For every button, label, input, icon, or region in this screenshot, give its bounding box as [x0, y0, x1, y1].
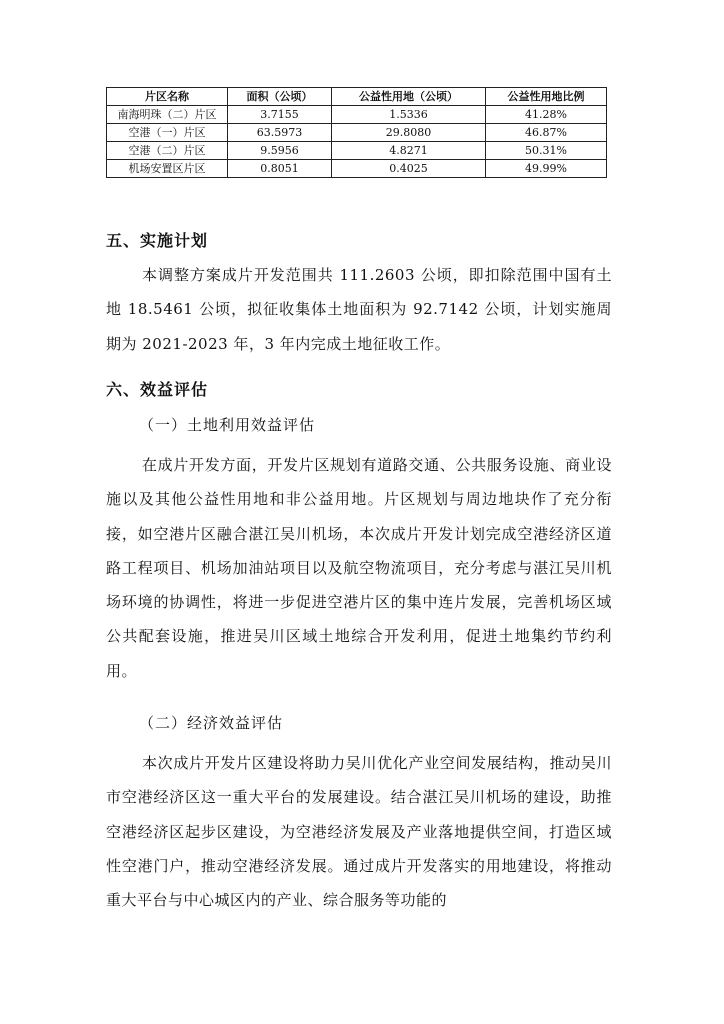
table-header-row [107, 88, 607, 106]
cell-zone-name: 空港（二）片区 [107, 142, 228, 160]
cell-zone-name: 空港（一）片区 [107, 124, 228, 142]
cell-public-land: 4.8271 [332, 142, 486, 160]
cell-zone-name: 南海明珠（二）片区 [107, 106, 228, 124]
cell-area: 63.5973 [228, 124, 332, 142]
header-public-land: 公益性用地（公顷） [332, 88, 486, 106]
paragraph-land-use-benefit: 在成片开发方面，开发片区规划有道路交通、公共服务设施、商业设施以及其他公益性用地和非公益用地。片区规划与周边地块作了充分衔接，如空港片区融合湛江吴川机场，本次成片开发计划完成空港经济区道路工程项目、机场加油站项目以及航空物流项目，充分考虑与湛江吴川机场环境的协调性，将进一步促进空港片区的集中连片发展，完善机场区域公共配套设施，推进吴川区域土地综合开发利用，促进土地集约节约利用。 [106, 456, 612, 680]
cell-area: 3.7155 [228, 106, 332, 124]
paragraph-economic-benefit: 本次成片开发片区建设将助力吴川优化产业空间发展结构，推动吴川市空港经济区这一重大平台的发展建设。结合湛江吴川机场的建设，助推空港经济区起步区建设，为空港经济发展及产业落地提供空间，打造区域性空港门户，推动空港经济发展。通过成片开发落实的用地建设，将推动重大平台与中心城区内的产业、综合服务等功能的 [106, 754, 612, 910]
cell-public-ratio: 50.31% [486, 142, 607, 160]
table-row [107, 106, 607, 124]
cell-zone-name: 机场安置区片区 [107, 160, 228, 178]
header-public-ratio: 公益性用地比例 [486, 88, 607, 106]
paragraph-implementation-plan: 本调整方案成片开发范围共 111.2603 公顷，即扣除范围中国有土地 18.5461 公顷，拟征收集体土地面积为 92.7142 公顷，计划实施周期为 2021-2023 年，3 年内完成土地征收工作。 [106, 266, 612, 353]
land-area-table [106, 87, 607, 178]
cell-public-land: 1.5336 [332, 106, 486, 124]
table-row [107, 142, 607, 160]
cell-public-land: 29.8080 [332, 124, 486, 142]
cell-public-ratio: 41.28% [486, 106, 607, 124]
subheading-land-use-benefit: （一）土地利用效益评估 [139, 416, 316, 434]
table-row [107, 124, 607, 142]
header-zone-name: 片区名称 [107, 88, 228, 106]
table-row [107, 160, 607, 178]
subheading-economic-benefit: （二）经济效益评估 [139, 714, 284, 732]
cell-public-ratio: 46.87% [486, 124, 607, 142]
section-heading-implementation-plan: 五、实施计划 [106, 231, 209, 250]
cell-area: 0.8051 [228, 160, 332, 178]
cell-public-ratio: 49.99% [486, 160, 607, 178]
header-area: 面积（公顷） [228, 88, 332, 106]
cell-area: 9.5956 [228, 142, 332, 160]
section-heading-benefit-evaluation: 六、效益评估 [106, 380, 209, 399]
cell-public-land: 0.4025 [332, 160, 486, 178]
